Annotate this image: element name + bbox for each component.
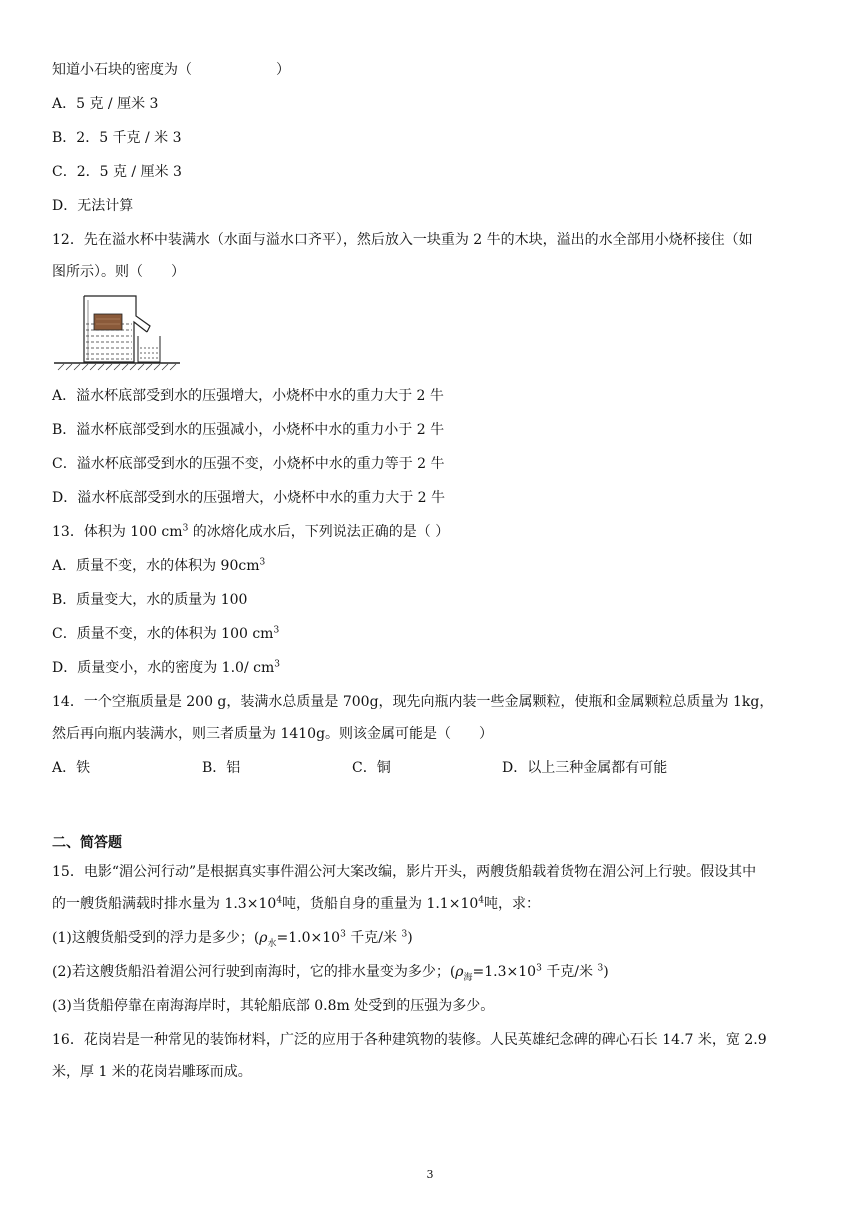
q13-stem: 13．体积为 100 $cm^3$ 的冰熔化成水后，下列说法正确的是（ ） (52, 523, 450, 540)
q14-option-a: A．铁 (52, 760, 91, 776)
q14-option-d: D．以上三种金属都有可能 (502, 760, 668, 776)
q14-stem-line2: 然后再向瓶内装满水，则三者质量为 1410g。则该金属可能是（ ） (52, 726, 494, 742)
q15-part1: (1)这艘货船受到的浮力是多少；($\rho_水=1.0\times 10^3$ 千克/米 $^3$) (52, 929, 413, 949)
q15-stem-line2: 的一艘货船满载时排水量为 $1.3\times 10^4$吨，货船自身的重量为 $1.1\times 10^4$吨，求： (52, 895, 540, 912)
q12-option-d: D．溢水杯底部受到水的压强增大，小烧杯中水的重力大于 2 牛 (52, 490, 446, 506)
q11-stem-tail: 知道小石块的密度为（ ） (52, 62, 290, 78)
q11-option-a: A．5 克 / 厘米 3 (52, 96, 159, 112)
q12-option-a: A．溢水杯底部受到水的压强增大，小烧杯中水的重力大于 2 牛 (52, 388, 444, 404)
q14-stem-line1: 14．一个空瓶质量是 200 g，装满水总质量是 700g，现先向瓶内装一些金属颗粒，使瓶和金属颗粒总质量为 1kg， (52, 694, 774, 710)
q16-stem-line1: 16．花岗岩是一种常见的装饰材料，广泛的应用于各种建筑物的装修。人民英雄纪念碑的碑心石长 14.7 米，宽 2.9 (52, 1032, 767, 1048)
q14-option-c: C．铜 (352, 760, 391, 776)
page-number: 3 (426, 1168, 434, 1181)
q13-option-d: D．质量变小，水的密度为 1.0/ $cm^3$ (52, 659, 280, 676)
q15-stem-line1: 15．电影“湄公河行动”是根据真实事件湄公河大案改编，影片开头，两艘货船载着货物在湄公河上行驶。假设其中 (52, 864, 757, 880)
section-title: 二、简答题 (52, 835, 122, 851)
q12-option-b: B．溢水杯底部受到水的压强减小，小烧杯中水的重力小于 2 牛 (52, 422, 445, 438)
q12-stem-line2: 图所示）。则（ ） (52, 264, 185, 280)
q12-option-c: C．溢水杯底部受到水的压强不变，小烧杯中水的重力等于 2 牛 (52, 456, 445, 472)
q11-option-c: C．2．5 克 / 厘米 3 (52, 164, 182, 180)
q14-option-b: B．铝 (202, 760, 241, 776)
q15-part2: (2)若这艘货船沿着湄公河行驶到南海时，它的排水量变为多少；($\rho_海=1.3\times 10^3$ 千克/米 $^3$) (52, 963, 609, 983)
q15-part3: (3)当货船停靠在南海海岸时，其轮船底部 0.8m 处受到的压强为多少。 (52, 998, 495, 1014)
q14-options (52, 758, 812, 778)
q13-option-a: A．质量不变，水的体积为 $90cm^3$ (52, 557, 266, 574)
q11-option-b: B．2．5 千克 / 米 3 (52, 130, 182, 146)
q12-stem-line1: 12．先在溢水杯中装满水（水面与溢水口齐平），然后放入一块重为 2 牛的木块，溢出的水全部用小烧杯接住（如 (52, 232, 753, 248)
q11-option-d: D．无法计算 (52, 198, 134, 214)
q13-option-b: B．质量变大，水的质量为 100 (52, 592, 248, 608)
overflow-cup-figure (54, 292, 184, 372)
q16-stem-line2: 米，厚 1 米的花岗岩雕琢而成。 (52, 1064, 252, 1080)
q13-option-c: C．质量不变，水的体积为 100 $cm^3$ (52, 625, 280, 642)
